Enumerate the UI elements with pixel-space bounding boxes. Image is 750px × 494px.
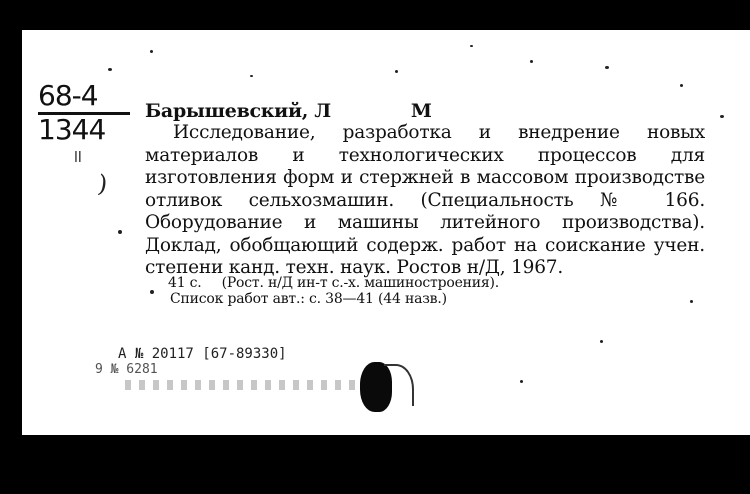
bibliography-note: Список работ авт.: с. 38—41 (44 назв.) [170, 291, 447, 307]
scan-border-bottom [0, 435, 750, 494]
author-initial: М [410, 100, 432, 122]
title-description: Исследование, разработка и внедрение новых материалов и технологических процессов для изготовления форм и стержней в массовом производстве отливок сельхозмашин. (Специальность № 166. Оборудование и машины литейного производства). Доклад, обобщающий содерж. работ на соискание учен. степени канд. техн. наук. Ростов н/Д, 1967. [145, 122, 705, 278]
margin-paren: ) [96, 169, 110, 199]
author-heading [145, 100, 432, 122]
stamp-number: 9 № 6281 [95, 362, 158, 377]
scan-border-top [0, 0, 750, 30]
margin-mark: ll [74, 150, 82, 166]
call-number-top: 68-4 [38, 82, 130, 115]
collation [168, 275, 499, 291]
page-count: 41 с. [168, 275, 202, 291]
faded-stamp-line [125, 380, 380, 390]
author-name: Барышевский, Л [145, 100, 331, 122]
call-number-bottom: 1344 [38, 113, 106, 146]
publisher: (Рост. н/Д ин-т с.-х. машиностроения). [221, 275, 500, 291]
call-number [38, 79, 130, 146]
registration-number: А № 20117 [67-89330] [118, 346, 287, 362]
